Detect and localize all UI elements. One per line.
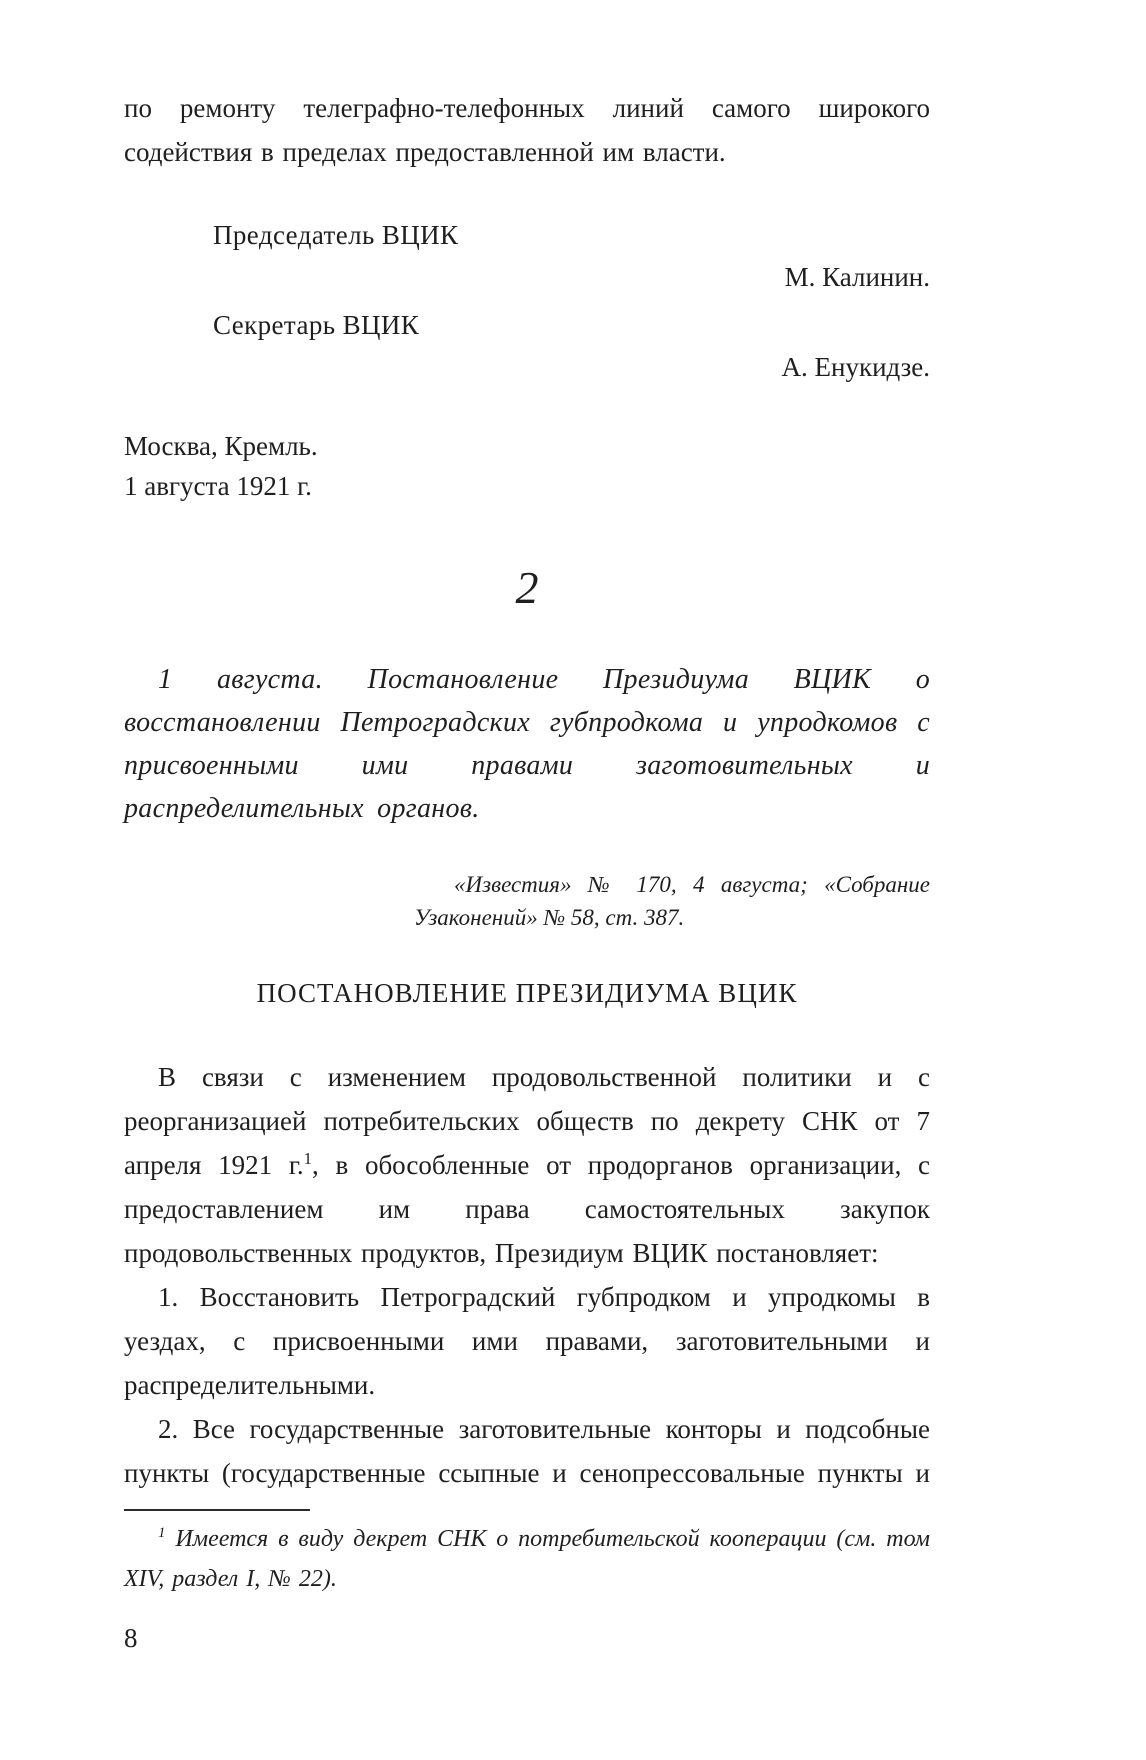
secretary-role: Секретарь ВЦИК [213,310,420,340]
footnote-reference: 1 [303,1149,313,1168]
chairman-name: М. Калинин. [784,262,930,292]
signature-block [124,216,930,386]
footnote-block [124,1509,930,1599]
body-paragraph-3: 2. Все государственные заготовительные конторы и подсобные пункты (государственные ссыпные и сенопрессовальные пункты и [124,1414,930,1488]
body-paragraph-2: 1. Восстановить Петроградский губпродком и упродкомы в уездах, с присвоенными ими правами, заготовительными и распределительными. [124,1282,930,1400]
body-paragraph-1 [124,1055,930,1275]
section-number: 2 [515,562,539,613]
footnote-separator [124,1509,310,1511]
decree-body [124,1055,930,1495]
p1-text-after-note: , в обособленные от продорганов организации, с предоставлением им права самостоятельных закупок продовольственных продуктов, Президиум ВЦИК постановляет: [124,1150,931,1268]
decree-heading: ПОСТАНОВЛЕНИЕ ПРЕЗИДИУМА ВЦИК [256,978,798,1008]
dateline-place: Москва, Кремль. [124,431,318,461]
footnote-marker: 1 [158,1525,166,1541]
secretary-name: А. Енукидзе. [781,352,930,382]
p1-text-before-note: В связи с изменением продовольственной политики и с реорганизацией потребительских обществ по декрету СНК от 7 апреля 1921 г. [124,1062,930,1180]
continuation-paragraph: по ремонту телеграфно-телефонных линий самого широкого содействия в пределах предоставленной им власти. [124,93,930,167]
dateline-date: 1 августа 1921 г. [124,471,312,501]
chairman-role: Председатель ВЦИК [213,220,459,250]
footnote [124,1519,930,1599]
abstract-paragraph: 1 августа. Постановление Президиума ВЦИК о восстановлении Петроградских губпродкома и упродкомов с присвоенными ими правами заготовительных и распределительных органов. [124,664,930,824]
footnote-text: Имеется в виду декрет СНК о потребительской кооперации (см. том XIV, раздел I, № 22). [124,1526,930,1592]
source-citation: «Известия» № 170, 4 августа; «Собрание Узаконений» № 58, ст. 387. [414,872,930,930]
dateline [124,426,930,506]
page-number: 8 [124,1623,138,1653]
